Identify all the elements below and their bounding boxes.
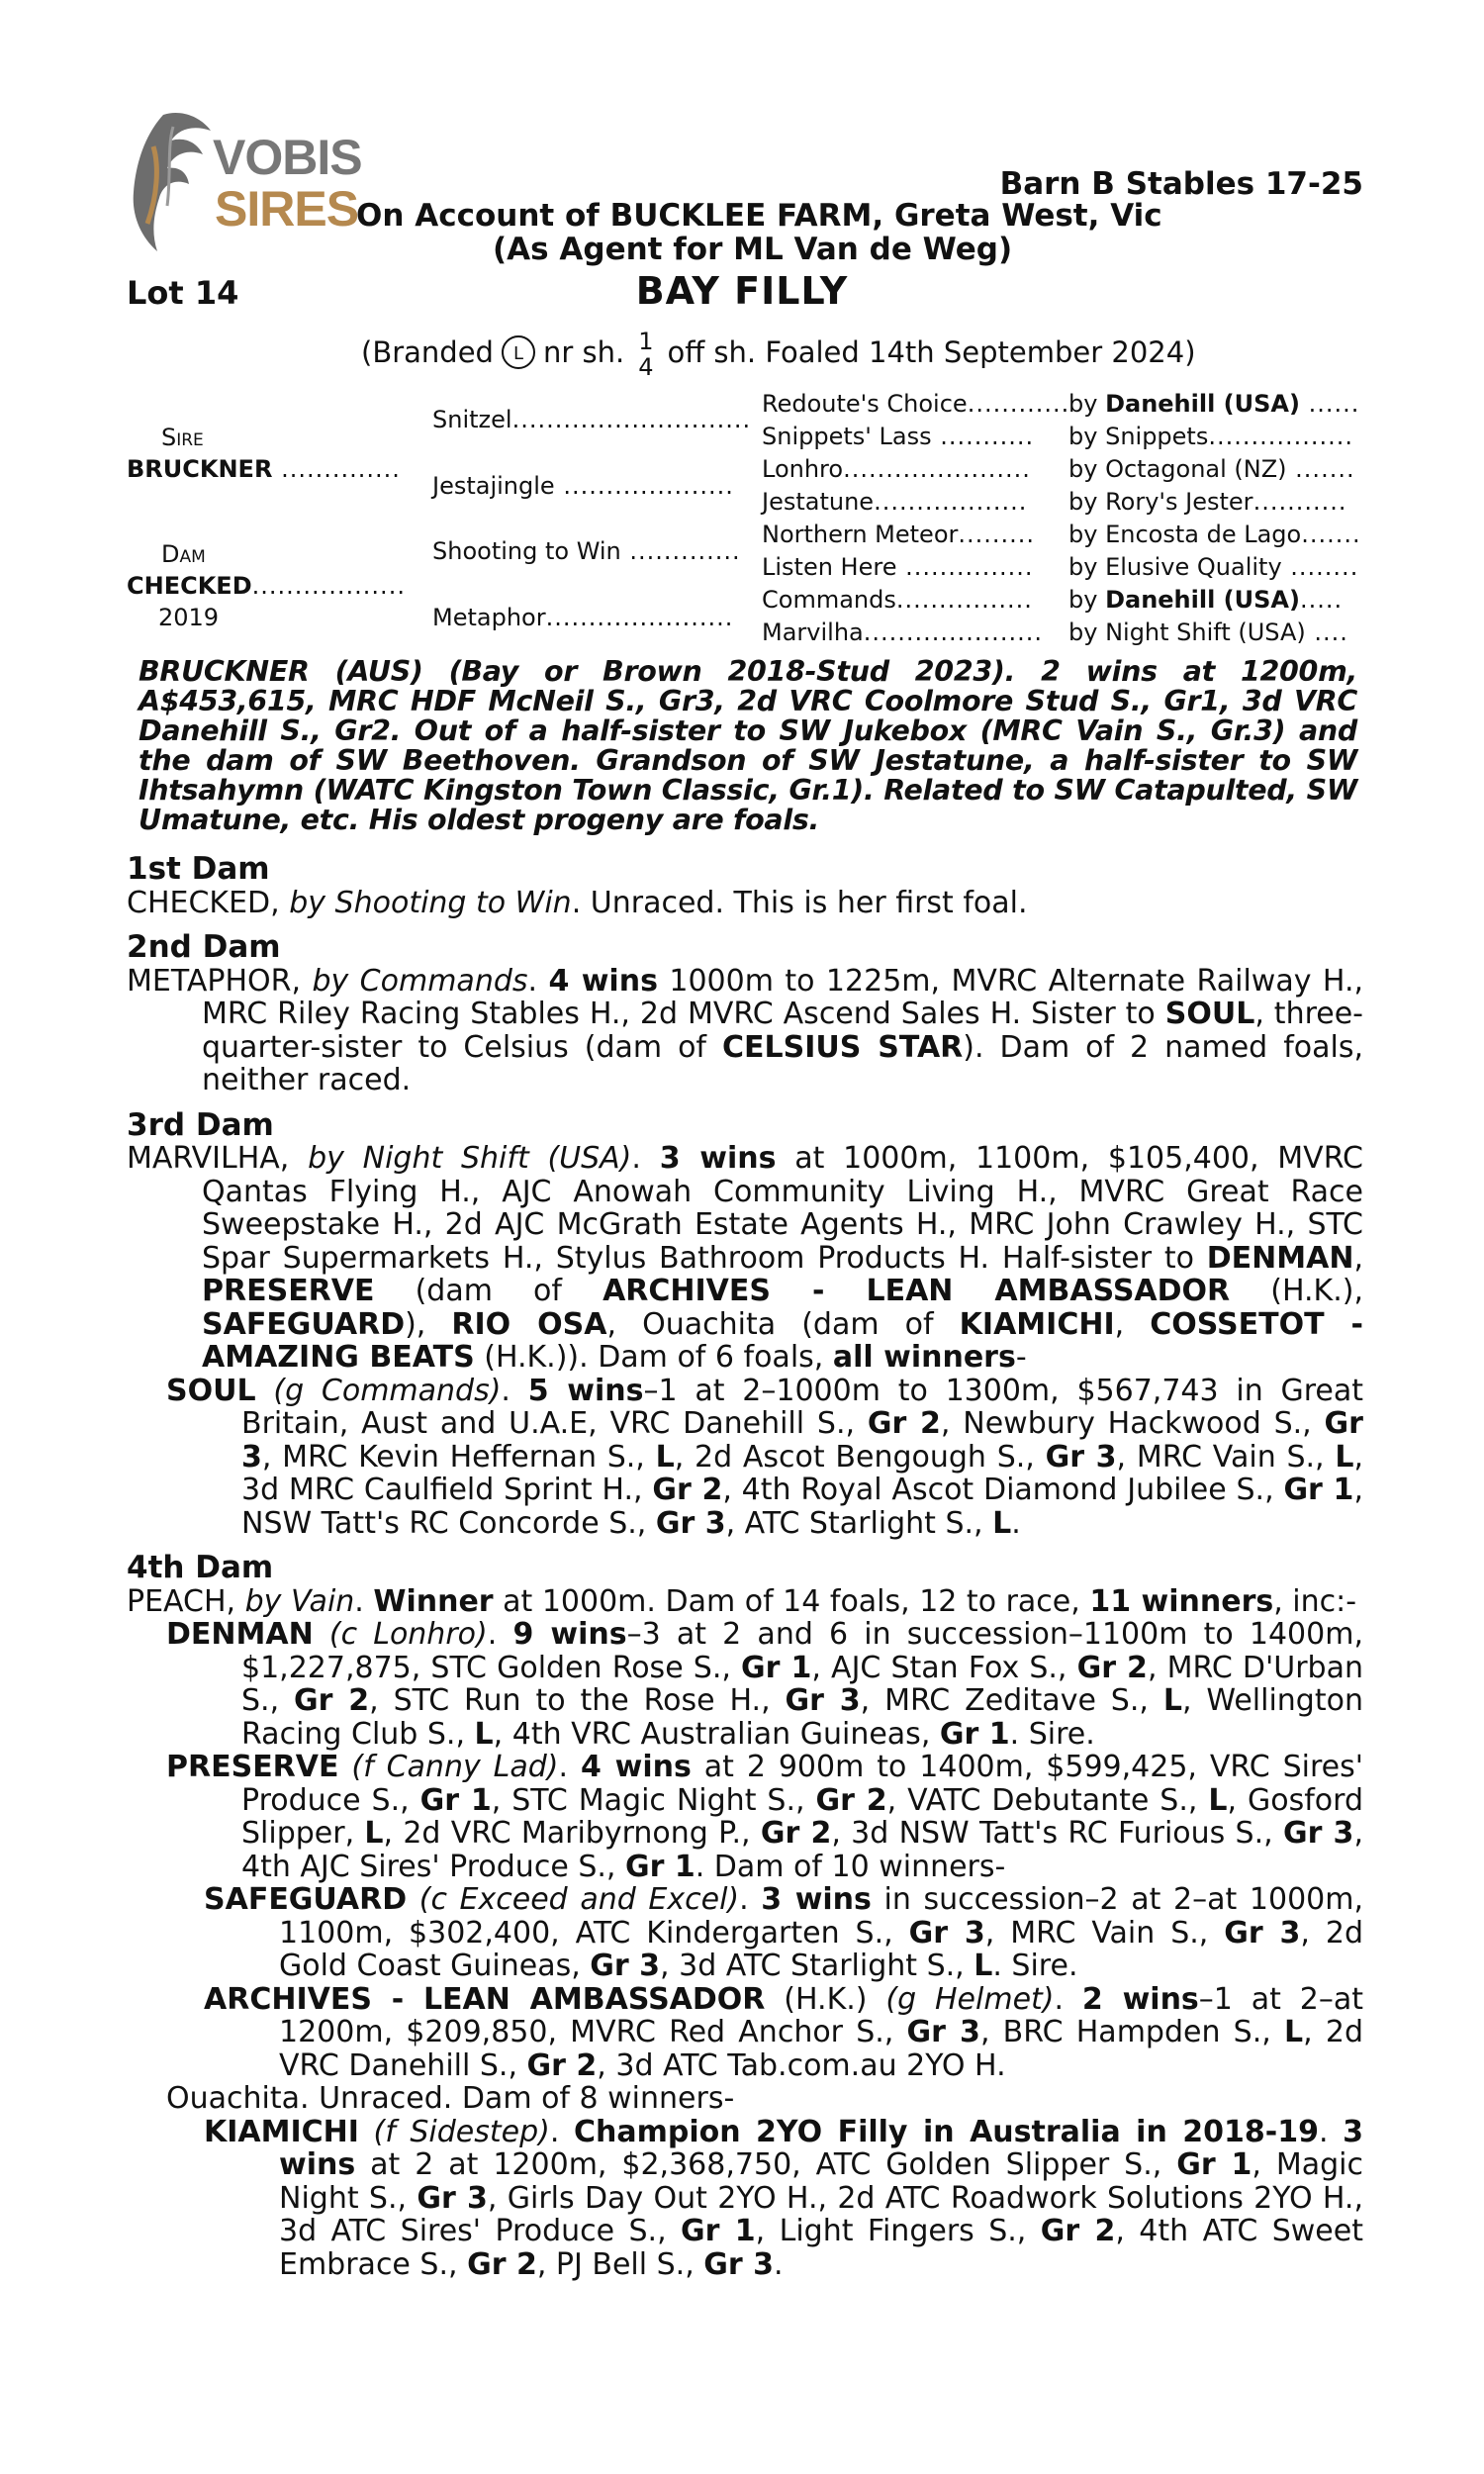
progeny-denman: DENMAN (c Lonhro). 9 wins–3 at 2 and 6 in succession–1100m to 1400m, $1,227,875, STC Golden Rose S., Gr 1, AJC Stan Fox S., Gr 2, MRC D'Urban S., Gr 2, STC Run to the Rose H., Gr 3, MRC Zeditave S., L, Wellington Racing Club S., L, 4th VRC Australian Guineas, Gr 1. Sire. xyxy=(166,1617,1363,1752)
third-generation xyxy=(762,390,1361,651)
brand-mark-letter: L xyxy=(512,343,523,364)
agent-line: (As Agent for ML Van de Weg) xyxy=(493,232,1013,267)
progeny-ouachita: Ouachita. Unraced. Dam of 8 winners- xyxy=(166,2081,735,2116)
sire-dam-row: Jestajingle .................... xyxy=(432,472,734,500)
dam-label: Dam xyxy=(161,540,206,568)
dam-sire-row: Shooting to Win ............. xyxy=(432,537,741,565)
logo-text-sires: SIRES xyxy=(215,181,359,237)
sire-label: Sire xyxy=(161,424,204,451)
vobis-sires-logo xyxy=(124,107,362,255)
sire-name-row: BRUCKNER .............. xyxy=(127,455,401,483)
dam-name-row: CHECKED.................. xyxy=(127,572,406,600)
g3-row: Lonhro...................... by Octagonal (NZ) ....... xyxy=(762,455,1355,483)
dam-year: 2019 xyxy=(158,604,220,631)
progeny-safeguard: SAFEGUARD (c Exceed and Excel). 3 wins in succession–2 at 2–at 1000m, 1100m, $302,400, ATC Kindergarten S., Gr 3, MRC Vain S., Gr 3, 2d Gold Coast Guineas, Gr 3, 3d ATC Starlight S., L. Sire. xyxy=(204,1882,1364,1983)
logo-text-vobis: VOBIS xyxy=(213,130,362,185)
dam-dam: Metaphor xyxy=(432,604,546,631)
second-dam-heading: 2nd Dam xyxy=(127,929,281,965)
horse-description: BAY FILLY xyxy=(635,269,849,313)
sire-sire: Snitzel xyxy=(432,406,512,433)
brand-nr: nr sh. xyxy=(542,335,625,369)
progeny-archives: ARCHIVES - LEAN AMBASSADOR (H.K.) (g Helmet). 2 wins–1 at 2–at 1200m, $209,850, MVRC Red Anchor S., Gr 3, BRC Hampden S., L, 2d VRC Danehill S., Gr 2, 3d ATC Tab.com.au 2YO H. xyxy=(204,1981,1364,2083)
g3-row: Snippets' Lass ........... by Snippets................. xyxy=(762,423,1354,450)
sire-sire-row: Snitzel............................ xyxy=(432,406,752,433)
horse-head-icon xyxy=(124,107,218,255)
g3-row: Redoute's Choice............by Danehill (USA) ...... xyxy=(762,390,1360,418)
catalogue-body xyxy=(127,853,1363,2281)
dam-dam-row: Metaphor...................... xyxy=(432,604,734,631)
brand-mark-icon xyxy=(500,333,537,371)
lot-number: Lot 14 xyxy=(127,274,239,312)
progeny-preserve: PRESERVE (f Canny Lad). 4 wins at 2 900m to 1400m, $599,425, VRC Sires' Produce S., Gr 1, STC Magic Night S., Gr 2, VATC Debutante S., L, Gosford Slipper, L, 2d VRC Maribyrnong P., Gr 2, 3d NSW Tatt's RC Furious S., Gr 3, 4th AJC Sires' Produce S., Gr 1. Dam of 10 winners- xyxy=(166,1750,1364,1884)
third-dam-heading: 3rd Dam xyxy=(127,1106,274,1143)
brand-open: (Branded xyxy=(361,335,494,369)
g3-row: Commands................ by Danehill (USA)..... xyxy=(762,586,1344,614)
fourth-dam-heading: 4th Dam xyxy=(127,1550,274,1585)
g3-row: Marvilha..................... by Night Shift (USA) .... xyxy=(762,618,1348,646)
brand-line xyxy=(361,327,1196,381)
progeny-soul: SOUL (g Commands). 5 wins–1 at 2–1000m to 1300m, $567,743 in Great Britain, Aust and U.A.E, VRC Danehill S., Gr 2, Newbury Hackwood S., Gr 3, MRC Kevin Heffernan S., L, 2d Ascot Bengough S., Gr 3, MRC Vain S., L, 3d MRC Caulfield Sprint H., Gr 2, 4th Royal Ascot Diamond Jubilee S., Gr 1, NSW Tatt's RC Concorde S., Gr 3, ATC Starlight S., L. xyxy=(166,1373,1364,1541)
g3-row: Northern Meteor......... by Encosta de Lago....... xyxy=(762,521,1361,548)
fraction-numerator: 1 xyxy=(638,328,654,355)
second-dam-paragraph: METAPHOR, by Commands. 4 wins 1000m to 1225m, MVRC Alternate Railway H., MRC Riley Racing Stables H., 2d MVRC Ascend Sales H. Sister to SOUL, three-quarter-sister to Celsius (dam of CELSIUS STAR). Dam of 2 named foals, neither raced. xyxy=(127,963,1364,1097)
brand-rest: off sh. Foaled 14th September 2024) xyxy=(667,335,1196,369)
first-dam-heading: 1st Dam xyxy=(127,851,270,887)
barn-stables: Barn B Stables 17-25 xyxy=(999,166,1363,202)
sire-biography: BRUCKNER (AUS) (Bay or Brown 2018-Stud 2023). 2 wins at 1200m, A$453,615, MRC HDF McNeil S., Gr3, 2d VRC Coolmore Stud S., Gr1, 3d VRC Danehill S., Gr2. Out of a half-sister to SW Jukebox (MRC Vain S., Gr.3) and the dam of SW Beethoven. Grandson of SW Jestatune, a half-sister to SW Ihtsahymn (WATC Kingston Town Classic, Gr.1). Related to SW Catapulted, SW Umatune, etc. His oldest progeny are foals. xyxy=(139,655,1357,836)
first-dam-paragraph: CHECKED, by Shooting to Win. Unraced. This is her first foal. xyxy=(127,885,1028,920)
third-dam-paragraph: MARVILHA, by Night Shift (USA). 3 wins at 1000m, 1100m, $105,400, MVRC Qantas Flying H., AJC Anowah Community Living H., MVRC Great Race Sweepstake H., 2d AJC McGrath Estate Agents H., MRC John Crawley H., STC Spar Supermarkets H., Stylus Bathroom Products H. Half-sister to DENMAN, PRESERVE (dam of ARCHIVES - LEAN AMBASSADOR (H.K.), SAFEGUARD), RIO OSA, Ouachita (dam of KIAMICHI, COSSETOT - AMAZING BEATS (H.K.)). Dam of 6 foals, all winners- xyxy=(127,1141,1364,1375)
sire-name: BRUCKNER xyxy=(127,455,273,483)
brand-fraction xyxy=(638,329,653,380)
dam-name: CHECKED xyxy=(127,572,252,600)
dam-sire: Shooting to Win xyxy=(432,537,621,565)
g3-row: Listen Here ............... by Elusive Quality ........ xyxy=(762,553,1359,581)
sire-dam: Jestajingle xyxy=(432,472,555,500)
fraction-denominator: 4 xyxy=(638,353,654,381)
account-line: On Account of BUCKLEE FARM, Greta West, Vic xyxy=(356,198,1162,234)
fourth-dam-paragraph: PEACH, by Vain. Winner at 1000m. Dam of 14 foals, 12 to race, 11 winners, inc:- xyxy=(127,1583,1357,1619)
g3-row: Jestatune.................. by Rory's Jester........... xyxy=(762,488,1347,516)
progeny-kiamichi: KIAMICHI (f Sidestep). Champion 2YO Filly in Australia in 2018-19. 3 wins at 2 at 1200m, $2,368,750, ATC Golden Slipper S., Gr 1, Magic Night S., Gr 3, Girls Day Out 2YO H., 2d ATC Roadwork Solutions 2YO H., 3d ATC Sires' Produce S., Gr 1, Light Fingers S., Gr 2, 4th ATC Sweet Embrace S., Gr 2, PJ Bell S., Gr 3. xyxy=(204,2114,1364,2282)
